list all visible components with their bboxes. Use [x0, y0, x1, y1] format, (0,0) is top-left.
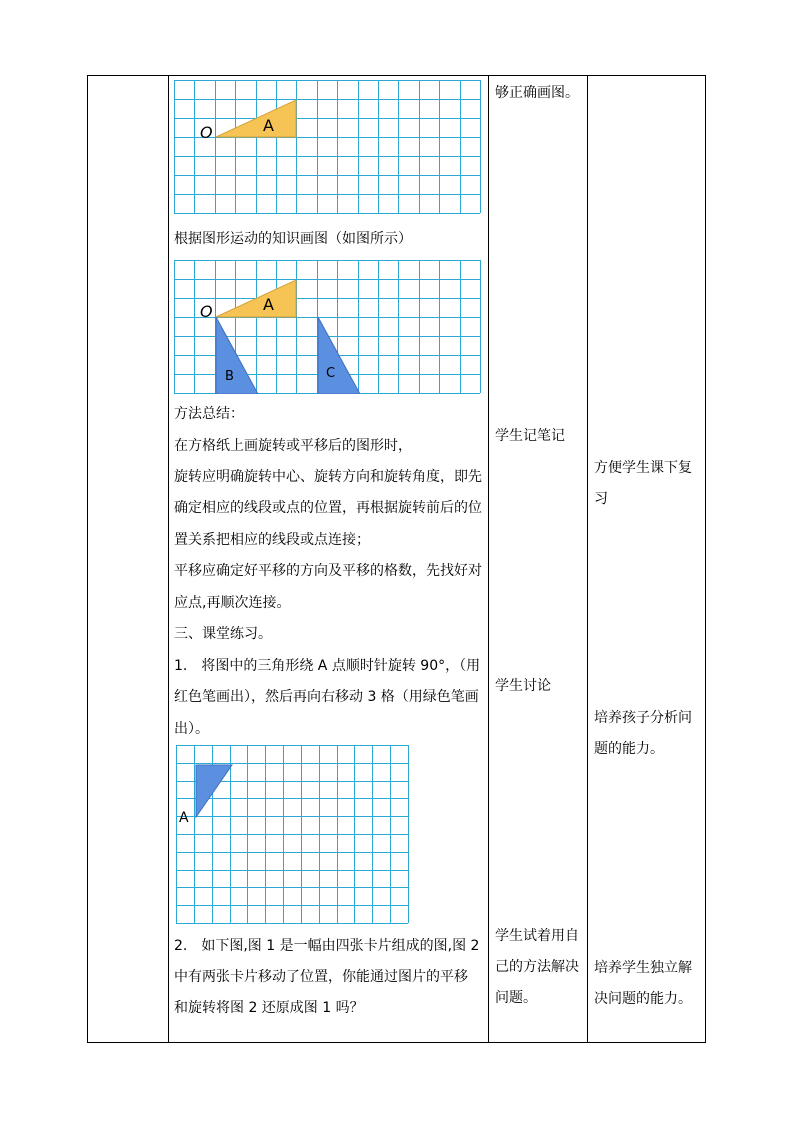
- student-activity: 学生试着用自: [495, 928, 579, 944]
- design-intent: 培养孩子分析问: [594, 710, 692, 726]
- method-line: 旋转应明确旋转中心、旋转方向和旋转角度，即先: [174, 469, 482, 485]
- design-intent: 决问题的能力。: [594, 991, 692, 1007]
- triangle-b-label: B: [225, 369, 234, 384]
- column-divider: [168, 76, 169, 1042]
- exercise-line: 出）。: [174, 721, 209, 737]
- section-heading: 三、课堂练习。: [174, 626, 272, 642]
- student-activity: 问题。: [495, 990, 537, 1006]
- point-a-label: A: [179, 810, 189, 826]
- grid-figure-2: [174, 260, 482, 394]
- design-intent: 习: [594, 491, 608, 507]
- student-activity: 己的方法解决: [495, 959, 579, 975]
- origin-label: O: [200, 123, 213, 142]
- triangle-c-label: C: [326, 366, 336, 381]
- student-activity: 学生讨论: [495, 678, 551, 694]
- column-divider: [587, 76, 588, 1042]
- triangle-a-label: A: [263, 116, 274, 135]
- exercise-line: 1. 将图中的三角形绕 A 点顺时针旋转 90°，（用: [174, 658, 481, 674]
- method-line: 平移应确定好平移的方向及平移的格数，先找好对: [174, 563, 482, 579]
- method-title: 方法总结：: [174, 406, 244, 422]
- design-intent: 题的能力。: [594, 741, 664, 757]
- column-divider: [488, 76, 489, 1042]
- method-line: 在方格纸上画旋转或平移后的图形时，: [174, 438, 412, 454]
- exercise-line: 红色笔画出），然后再向右移动 3 格（用绿色笔画: [174, 689, 479, 705]
- method-line: 置关系把相应的线段或点连接；: [174, 532, 370, 548]
- design-intent: 培养学生独立解: [594, 960, 692, 976]
- method-line: 应点,再顺次连接。: [174, 595, 291, 611]
- design-intent: 方便学生课下复: [594, 460, 692, 476]
- origin-label: O: [200, 302, 213, 321]
- exercise-line: 2. 如下图,图 1 是一幅由四张卡片组成的图,图 2: [174, 938, 480, 954]
- grid-lines: [174, 80, 481, 214]
- triangle: [196, 765, 232, 817]
- intro-line: 根据图形运动的知识画图（如图所示）: [174, 231, 412, 247]
- exercise-line: 和旋转将图 2 还原成图 1 吗？: [174, 1000, 364, 1016]
- grid-figure-1: [174, 80, 482, 214]
- triangle-a-label: A: [263, 295, 274, 314]
- grid-figure-3: [176, 745, 410, 925]
- student-activity: 学生记笔记: [495, 428, 565, 444]
- exercise-line: 中有两张卡片移动了位置，你能通过图片的平移: [174, 969, 468, 985]
- method-line: 确定相应的线段或点的位置，再根据旋转前后的位: [174, 500, 482, 516]
- student-activity: 够正确画图。: [495, 85, 579, 101]
